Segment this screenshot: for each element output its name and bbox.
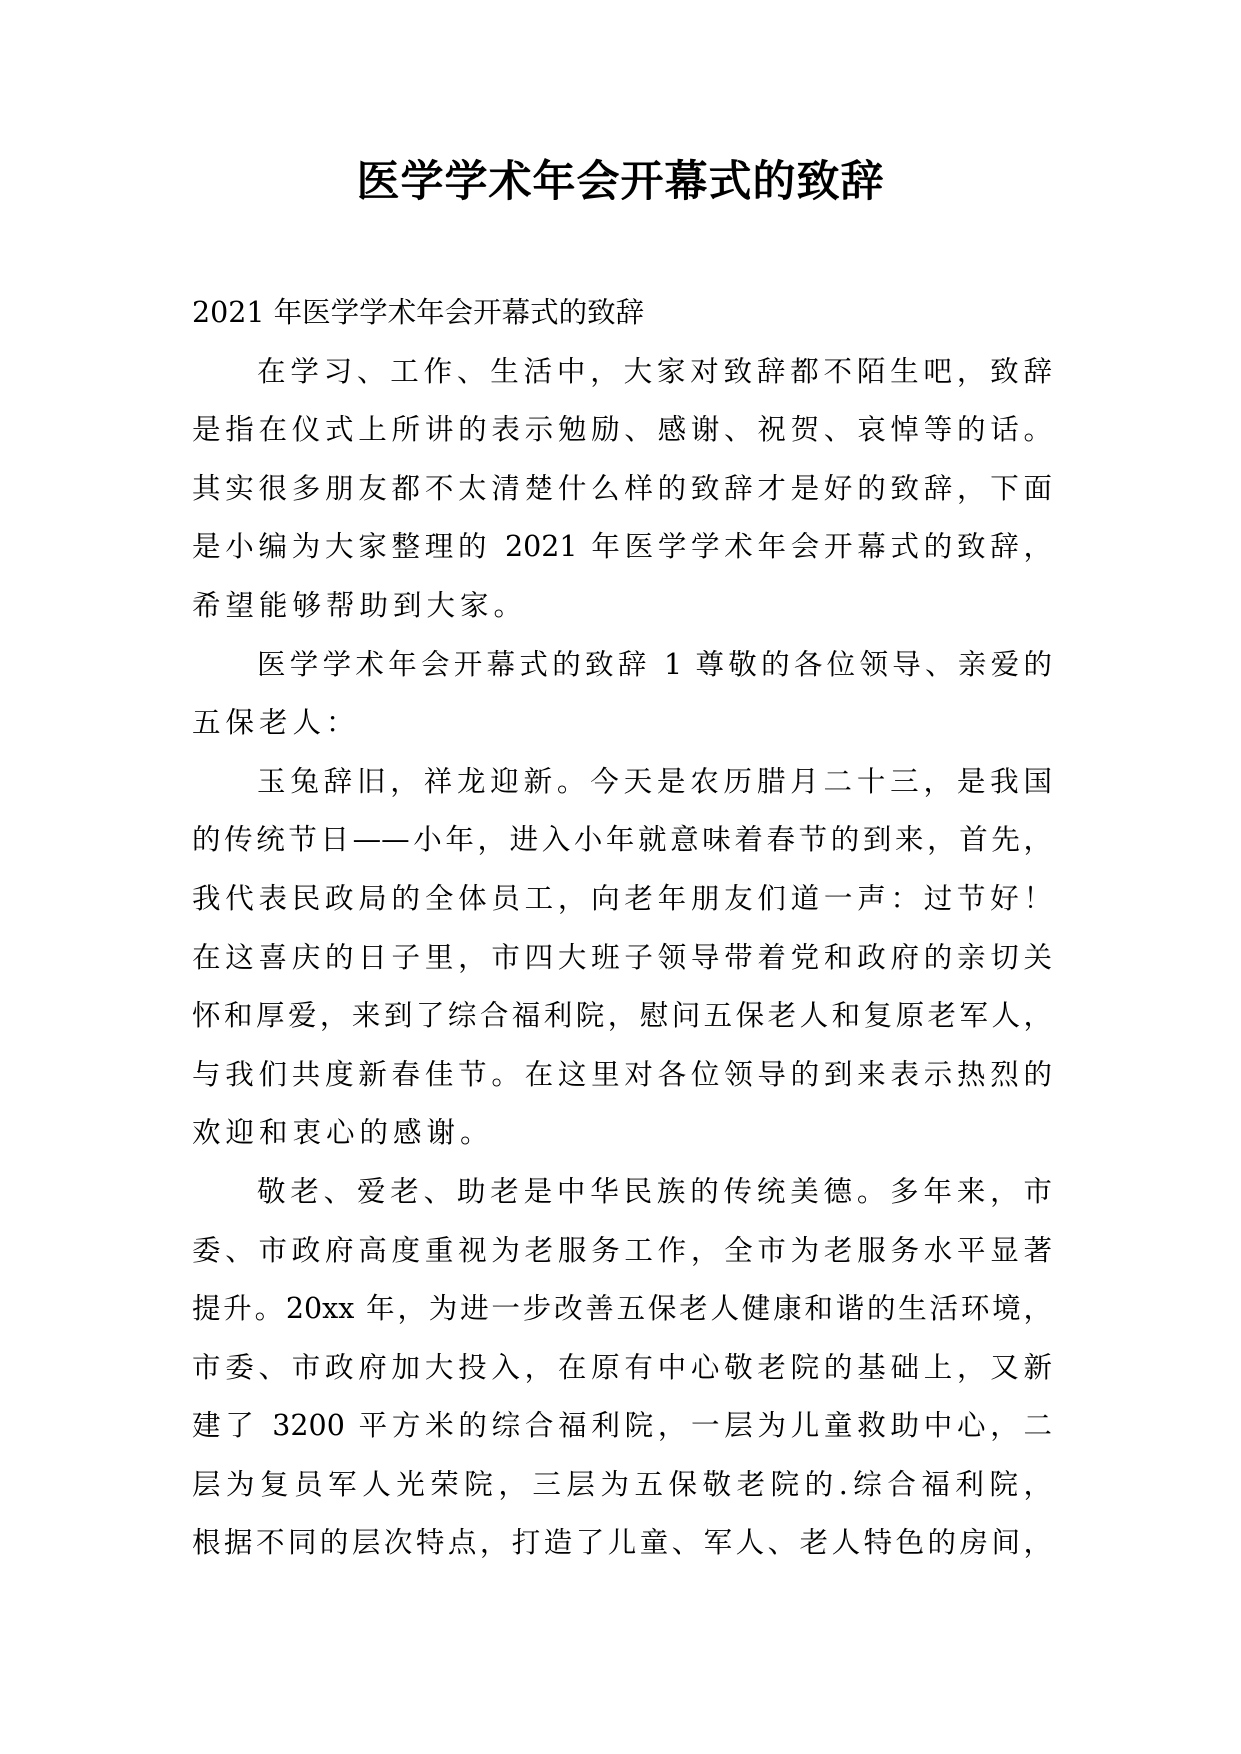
paragraph-line: 怀和厚爱，来到了综合福利院，慰问五保老人和复原老军人， [192,999,1052,1033]
paragraph-line: 与我们共度新春佳节。在这里对各位领导的到来表示热烈的 [192,1057,1052,1091]
subtitle-line: 2021 年医学学术年会开幕式的致辞 [192,296,645,329]
paragraph-line: 在这喜庆的日子里，市四大班子领导带着党和政府的亲切关 [192,940,1052,974]
paragraph-line: 是小编为大家整理的 2021 年医学学术年会开幕式的致辞， [192,530,1052,564]
paragraph-line: 在学习、工作、生活中，大家对致辞都不陌生吧，致辞 [257,354,1052,388]
paragraph-line: 市委、市政府加大投入，在原有中心敬老院的基础上，又新 [192,1350,1052,1384]
paragraph-line: 提升。20xx 年，为进一步改善五保老人健康和谐的生活环境， [192,1292,1052,1326]
paragraph-line: 其实很多朋友都不太清楚什么样的致辞才是好的致辞，下面 [192,471,1052,505]
paragraph-line: 我代表民政局的全体员工，向老年朋友们道一声：过节好！ [192,881,1052,915]
paragraph-line: 欢迎和衷心的感谢。 [192,1116,494,1150]
document-title: 医学学术年会开幕式的致辞 [356,157,885,207]
paragraph-line: 五保老人： [192,706,360,740]
paragraph-line: 的传统节日——小年，进入小年就意味着春节的到来，首先， [192,823,1052,857]
paragraph-line: 玉兔辞旧，祥龙迎新。今天是农历腊月二十三，是我国 [257,764,1052,798]
paragraph-line: 建了 3200 平方米的综合福利院，一层为儿童救助中心，二 [192,1409,1052,1443]
paragraph-line: 敬老、爱老、助老是中华民族的传统美德。多年来，市 [257,1174,1052,1208]
paragraph-line: 是指在仪式上所讲的表示勉励、感谢、祝贺、哀悼等的话。 [192,413,1052,447]
paragraph-line: 根据不同的层次特点，打造了儿童、军人、老人特色的房间， [192,1526,1052,1560]
paragraph-line: 委、市政府高度重视为老服务工作，全市为老服务水平显著 [192,1233,1052,1267]
paragraph-line: 医学学术年会开幕式的致辞 1 尊敬的各位领导、亲爱的 [257,647,1052,681]
paragraph-line: 希望能够帮助到大家。 [192,588,528,622]
paragraph-line: 层为复员军人光荣院，三层为五保敬老院的.综合福利院， [192,1467,1052,1501]
document-body [192,284,1052,1573]
